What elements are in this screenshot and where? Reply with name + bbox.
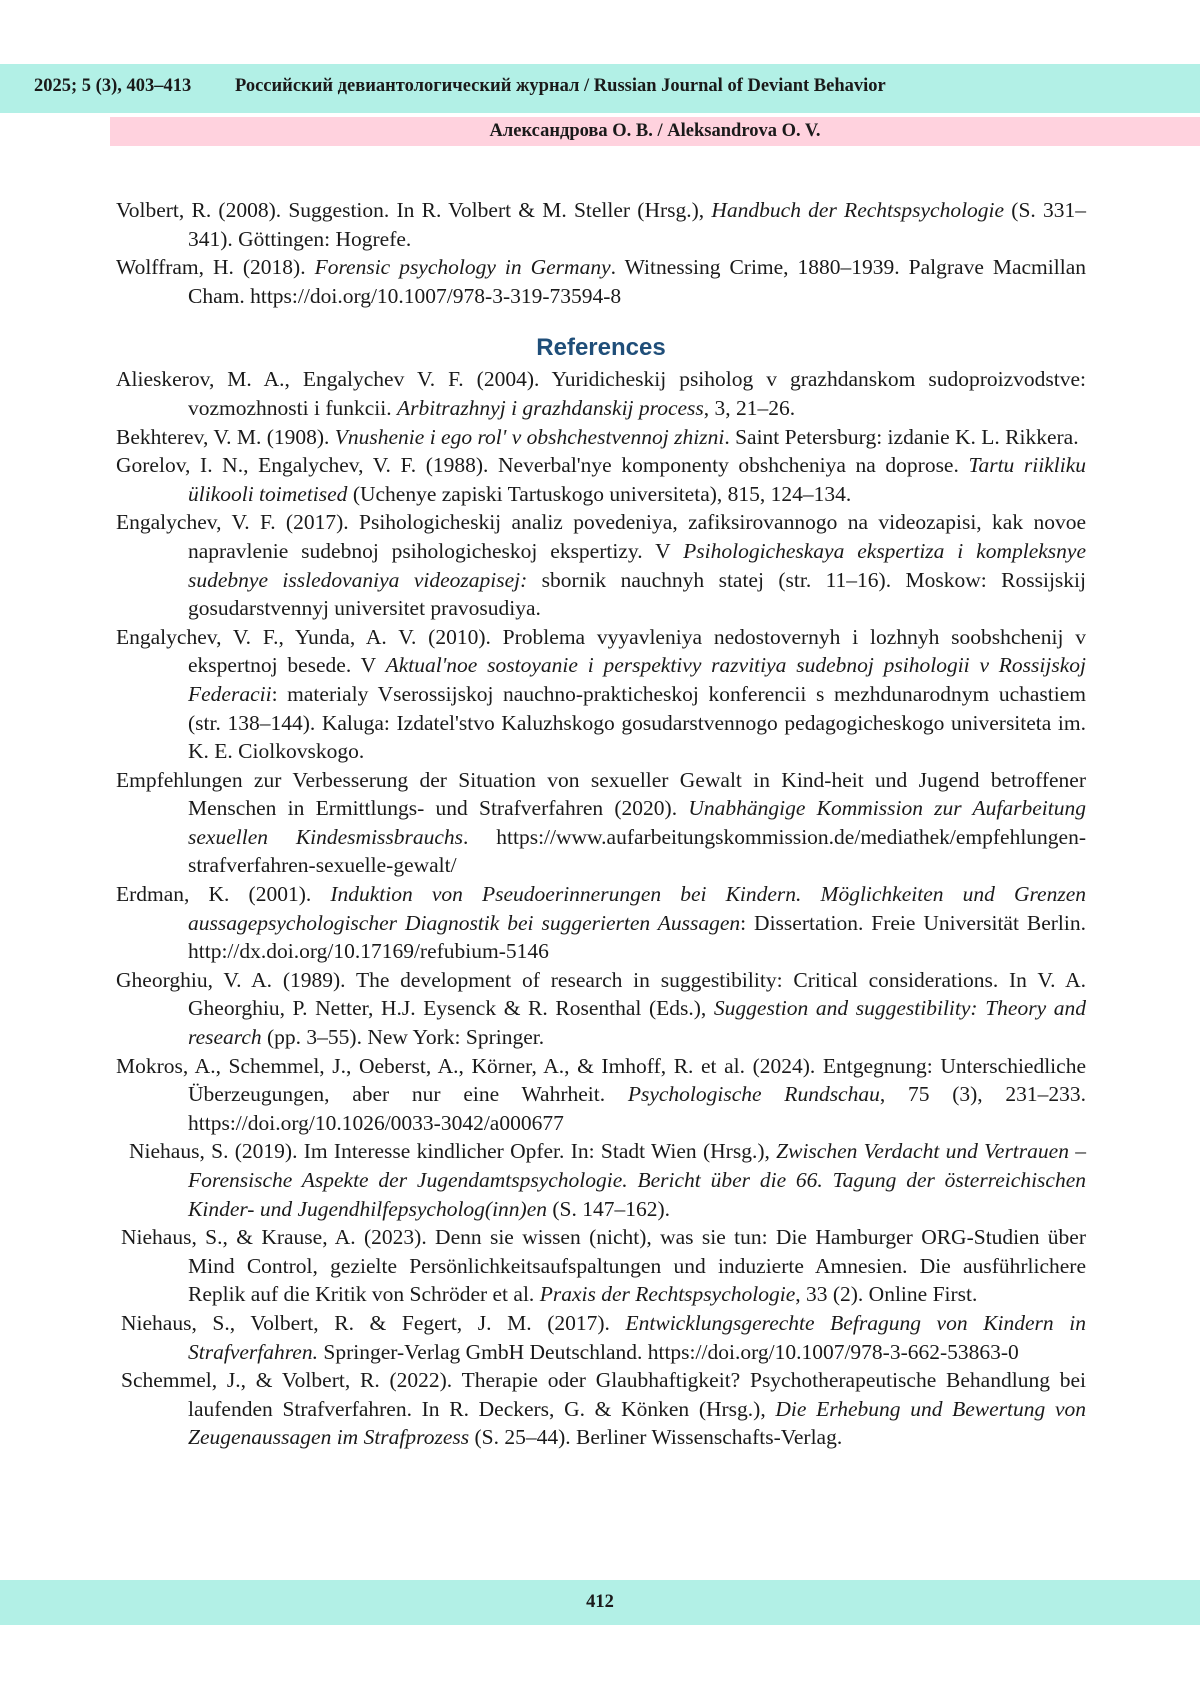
reference-entry: Mokros, A., Schemmel, J., Oeberst, A., Körner, A., & Imhoff, R. et al. (2024). Entgegnung: Unterschiedliche Überzeugungen, aber nur eine Wahrheit. Psychologische Rundschau, 75 (3), 231–233. https://doi.org/10.1026/0033-3042/a000677 (116, 1053, 1086, 1135)
header-bar (0, 64, 1200, 113)
reference-entry: Niehaus, S., Volbert, R. & Fegert, J. M. (2017). Entwicklungsgerechte Befragung von Kindern in Strafverfahren. Springer-Verlag GmbH Deutschland. https://doi.org/10.1007/978-3-662-53863-0 (121, 1310, 1086, 1364)
reference-entry: Volbert, R. (2008). Suggestion. In R. Volbert & M. Steller (Hrsg.), Handbuch der Rechtspsychologie (S. 331–341). Göttingen: Hogrefe. (116, 198, 1086, 251)
reference-entry: Gorelov, I. N., Engalychev, V. F. (1988). Neverbal'nye komponenty obshcheniya na doprose. Tartu riikliku ülikooli toimetised (Uchenye zapiski Tartuskogo universiteta), 815, 124–134. (116, 453, 1086, 506)
journal-title: Российский девиантологический журнал / Russian Journal of Deviant Behavior (235, 76, 886, 96)
running-author: Александрова О. В. / Aleksandrova O. V. (110, 117, 1200, 146)
reference-entry: Wolffram, H. (2018). Forensic psychology in Germany. Witnessing Crime, 1880–1939. Palgrave Macmillan Cham. https://doi.org/10.1007/978-3-319-73594-8 (116, 255, 1086, 308)
reference-entry: Niehaus, S. (2019). Im Interesse kindlicher Opfer. In: Stadt Wien (Hrsg.), Zwischen Verdacht und Vertrauen – Forensische Aspekte der Jugendamtspsychologie. Bericht über die 66. Tagung der österreichischen Kinder- und Jugendhilfepsycholog(inn)en (S. 147–162). (129, 1139, 1086, 1221)
section-title: References (536, 334, 666, 362)
reference-entry: Erdman, K. (2001). Induktion von Pseudoerinnerungen bei Kindern. Möglichkeiten und Grenzen aussagepsychologischer Diagnostik bei suggerierten Aussagen: Dissertation. Freie Universität Berlin. http://dx.doi.org/10.17169/refubium-5146 (116, 882, 1087, 964)
reference-entry: Gheorghiu, V. A. (1989). The development of research in suggestibility: Critical considerations. In V. A. Gheorghiu, P. Netter, H.J. Eysenck & R. Rosenthal (Eds.), Suggestion and suggestibility: Theory and research (pp. 3–55). New York: Springer. (116, 967, 1086, 1050)
reference-entry: Niehaus, S., & Krause, A. (2023). Denn sie wissen (nicht), was sie tun: Die Hamburger ORG-Studien über Mind Control, gezielte Persönlichkeitsaufspaltungen und induzierte Amnesien. Die ausführlichere Replik auf die Kritik von Schröder et al. Praxis der Rechtspsychologie, 33 (2). Online First. (121, 1225, 1086, 1307)
reference-entry: Engalychev, V. F., Yunda, A. V. (2010). Problema vyyavleniya nedostovernyh i lozhnyh soobshchenij v ekspertnoj besede. V Aktual'noe sostoyanie i perspektivy razvitiya sudebnoj psihologii v Rossijskoj Federacii: materialy Vserossijskoj nauchno-prakticheskoj konferencii s mezhdunarodnym uchastiem (str. 138–144). Kaluga: Izdatel'stvo Kaluzhskogo gosudarstvennogo pedagogicheskogo universiteta im. K. E. Ciolkovskogo. (116, 624, 1086, 764)
issue-citation: 2025; 5 (3), 403–413 (34, 76, 192, 96)
reference-entry: Alieskerov, M. A., Engalychev V. F. (2004). Yuridicheskij psiholog v grazhdanskom sudoproizvodstve: vozmozhnosti i funkcii. Arbitrazhnyj i grazhdanskij process, 3, 21–26. (116, 367, 1086, 420)
reference-entry: Bekhterev, V. M. (1908). Vnushenie i ego rol' v obshchestvennoj zhizni. Saint Petersburg: izdanie K. L. Rikkera. (116, 424, 1079, 449)
reference-list (116, 196, 1086, 1452)
page-number: 412 (586, 1592, 614, 1612)
footer-bar (0, 1580, 1200, 1625)
reference-entry: Empfehlungen zur Verbesserung der Situation von sexueller Gewalt in Kind-heit und Jugend betroffener Menschen in Ermittlungs- und Strafverfahren (2020). Unabhängige Kommission zur Aufarbeitung sexuellen Kindesmissbrauchs. https://www.aufarbeitungskommission.de/mediathek/empfehlungen-strafverfahren-sexuelle-gewalt/ (116, 767, 1086, 878)
reference-entry: Schemmel, J., & Volbert, R. (2022). Therapie oder Glaubhaftigkeit? Psychotherapeutische Behandlung bei laufenden Strafverfahren. In R. Deckers, G. & Könken (Hrsg.), Die Erhebung und Bewertung von Zeugenaussagen im Strafprozess (S. 25–44). Berliner Wissenschafts-Verlag. (121, 1368, 1086, 1450)
reference-entry: Engalychev, V. F. (2017). Psihologicheskij analiz povedeniya, zafiksirovannogo na videozapisi, kak novoe napravlenie sudebnoj psihologicheskoj ekspertizy. V Psihologicheskaya ekspertiza i kompleksnye sudebnye issledovaniya videozapisej: sbornik nauchnyh statej (str. 11–16). Moskow: Rossijskij gosudarstvennyj universitet pravosudiya. (116, 510, 1086, 621)
